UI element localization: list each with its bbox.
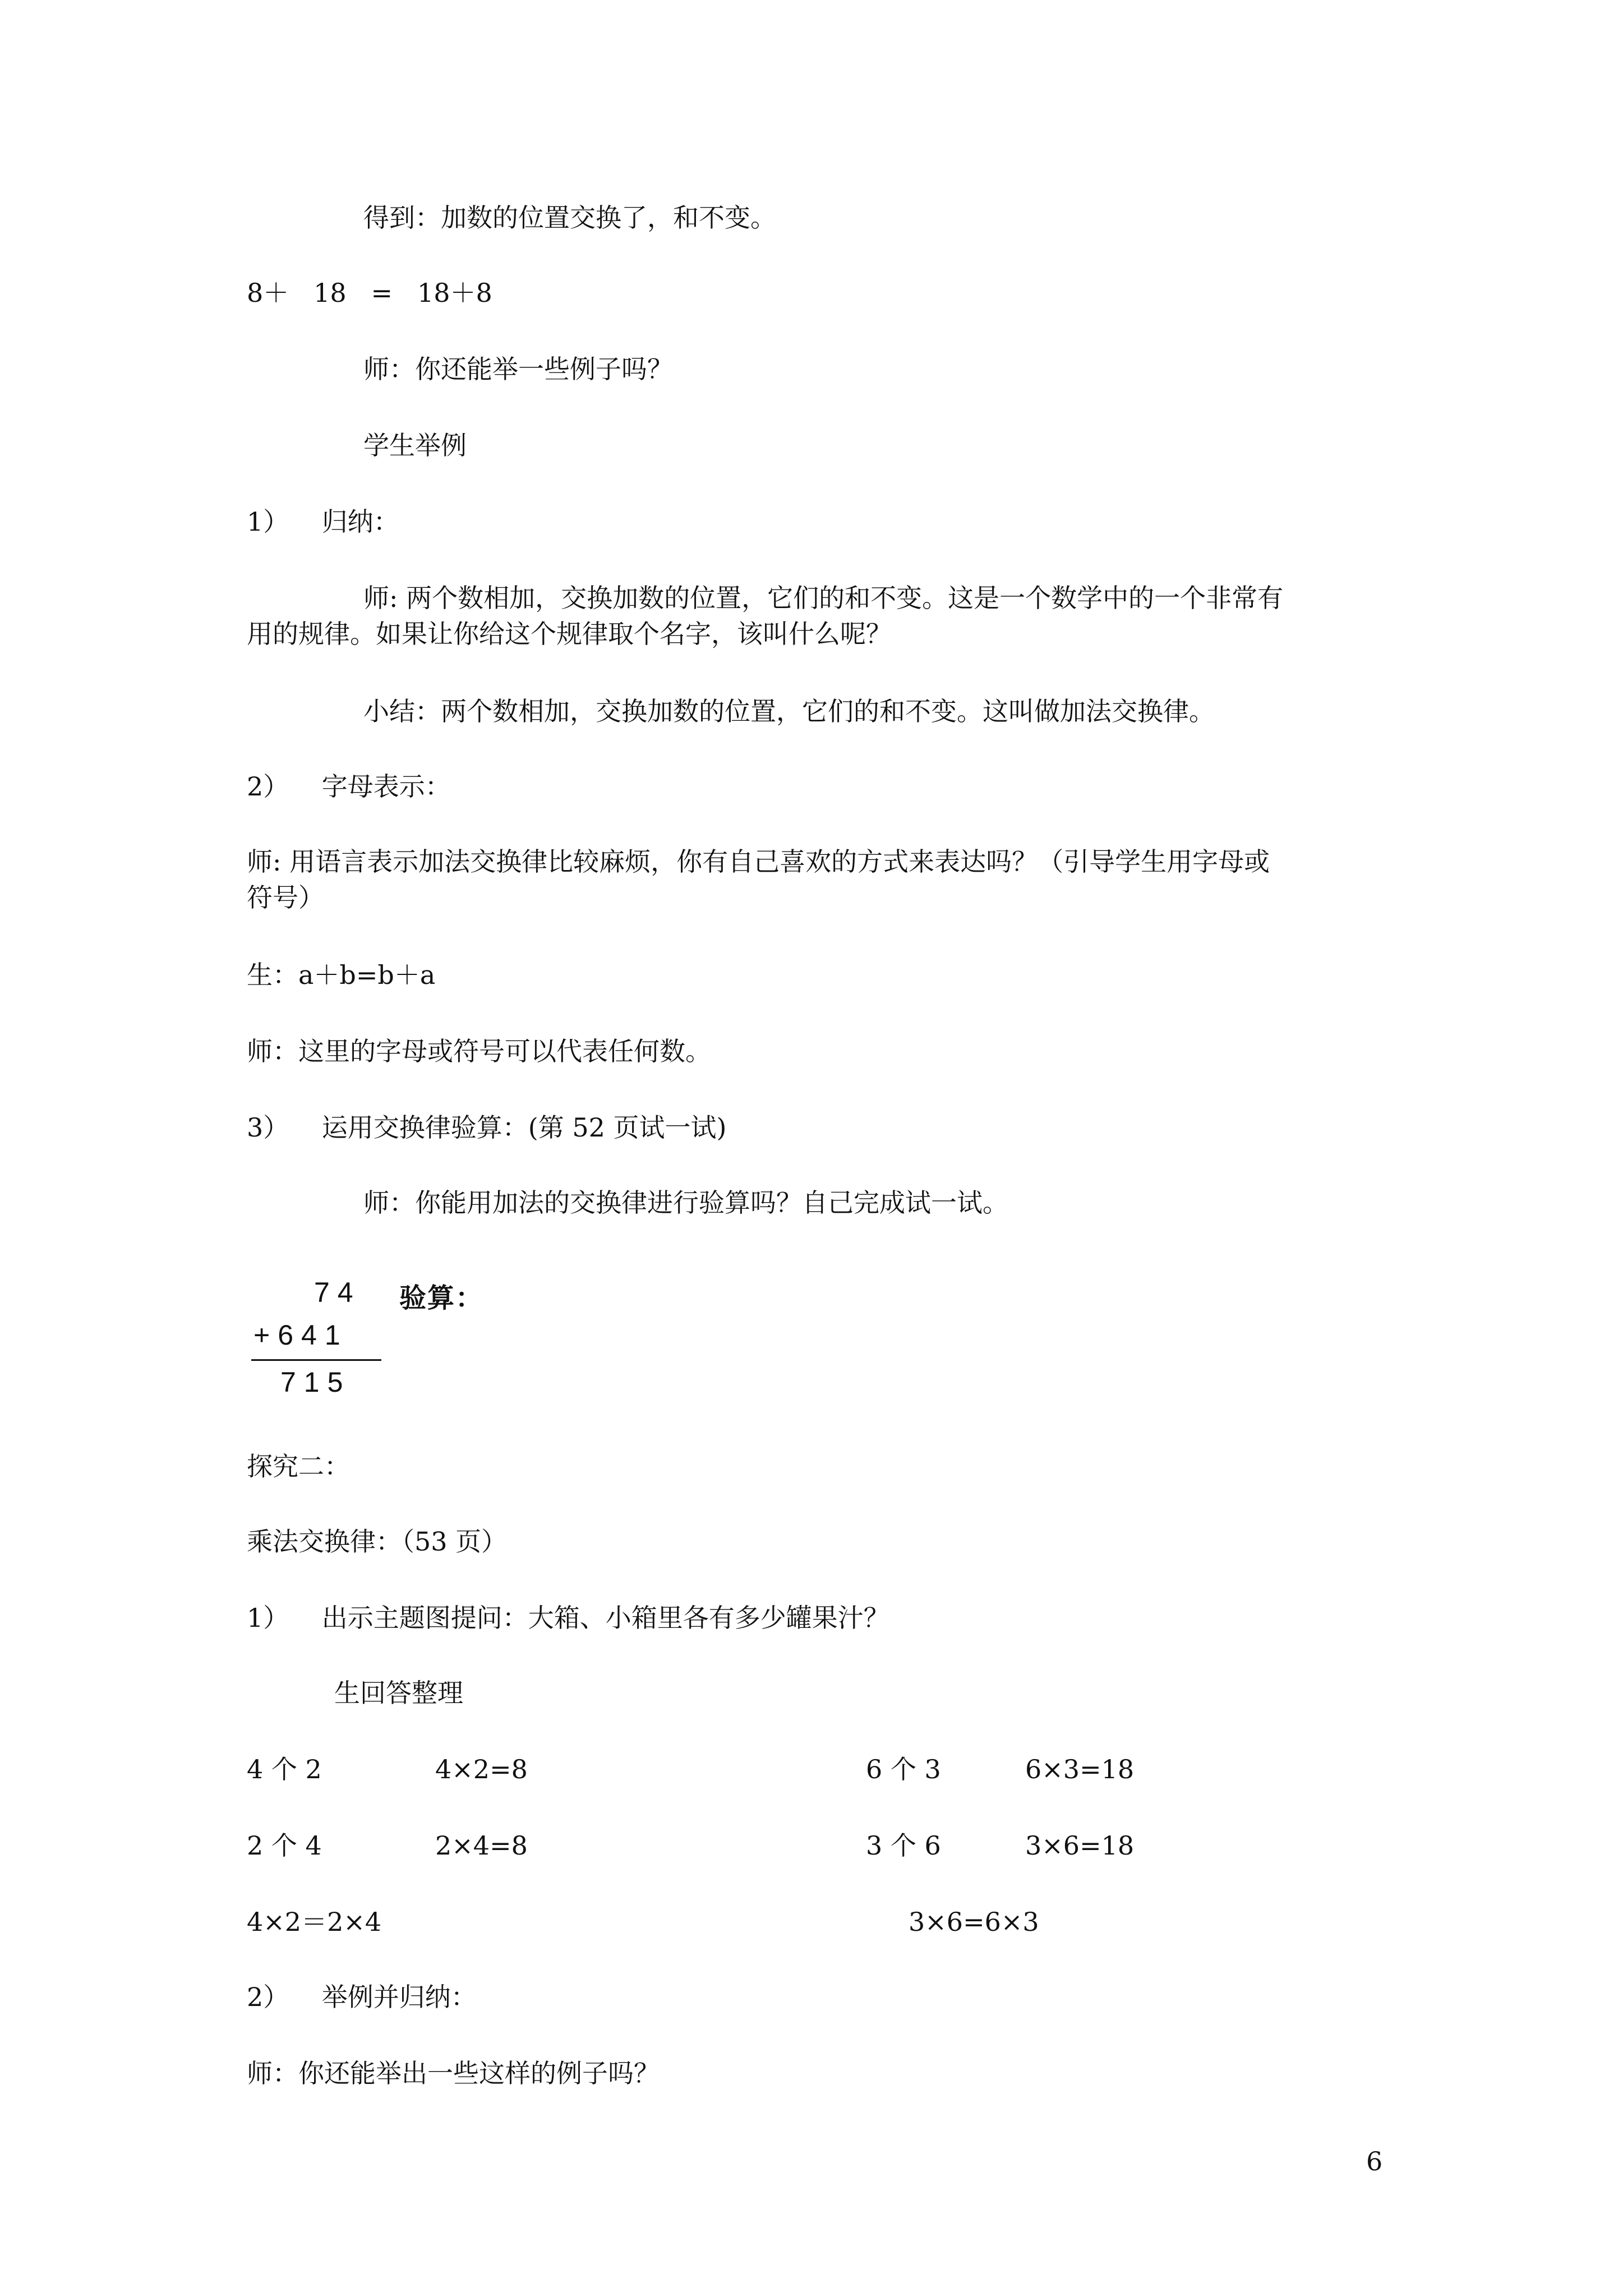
- table-cell: 3×6=6×3: [909, 1907, 1039, 1937]
- heading-letter-notation: 2） 字母表示：: [247, 771, 451, 802]
- vertical-addition: [247, 1276, 538, 1411]
- table-cell: 4 个 2: [247, 1754, 322, 1784]
- paragraph-line: 师: 用语言表示加法交换律比较麻烦，你有自己喜欢的方式来表达吗？（引导学生用字母或: [247, 846, 1270, 877]
- heading-summarize: 1） 归纳：: [247, 507, 399, 537]
- text-line-student-examples: 学生举例: [363, 430, 467, 461]
- table-cell: 3×6=18: [1025, 1830, 1135, 1861]
- equation-line: 8＋ 18 = 18＋8: [247, 278, 492, 308]
- heading-examples-summary: 2） 举例并归纳：: [247, 1982, 477, 2012]
- text-line-teacher-question: 师：你还能举一些例子吗？: [363, 354, 673, 384]
- text-line-student-answer: 生回答整理: [334, 1678, 463, 1708]
- sum-result: 715: [280, 1366, 351, 1398]
- paragraph-line: 符号）: [247, 882, 324, 913]
- heading-use-commutative: 3） 运用交换律验算：(第 52 页试一试): [247, 1112, 727, 1143]
- sum-line: [251, 1359, 381, 1361]
- heading-multiplication-commutative: 乘法交换律：（53 页）: [247, 1526, 508, 1557]
- table-cell: 4×2=8: [435, 1754, 528, 1784]
- paragraph-teacher-notation: [247, 844, 1391, 915]
- heading-exploration-two: 探究二：: [247, 1451, 350, 1481]
- table-cell: 4×2＝2×4: [247, 1907, 382, 1937]
- paragraph-line: 用的规律。如果让你给这个规律取个名字，该叫什么呢？: [247, 619, 892, 649]
- verify-label: 验算：: [399, 1282, 484, 1314]
- table-cell: 3 个 6: [866, 1830, 941, 1861]
- text-line-teacher-verify: 师：你能用加法的交换律进行验算吗？自己完成试一试。: [363, 1188, 1008, 1218]
- text-line-teacher-explain: 师：这里的字母或符号可以代表任何数。: [247, 1036, 711, 1066]
- paragraph-teacher-rule: [247, 580, 1391, 652]
- table-cell: 2 个 4: [247, 1830, 322, 1861]
- text-line-teacher-more-examples: 师：你还能举出一些这样的例子吗？: [247, 2058, 660, 2088]
- text-line-student-formula: 生：a＋b=b＋a: [247, 960, 436, 990]
- text-line-conclusion: 小结：两个数相加，交换加数的位置，它们的和不变。这叫做加法交换律。: [363, 696, 1215, 726]
- addend-1: 74: [314, 1277, 361, 1308]
- table-cell: 6×3=18: [1025, 1754, 1135, 1784]
- table-cell: 2×4=8: [435, 1830, 528, 1861]
- table-cell: 6 个 3: [866, 1754, 941, 1784]
- page-number: 6: [1366, 2146, 1383, 2177]
- addend-2: +641: [253, 1319, 348, 1351]
- text-line-result: 得到：加数的位置交换了，和不变。: [363, 203, 776, 233]
- text-line-show-picture: 1） 出示主题图提问：大箱、小箱里各有多少罐果汁？: [247, 1603, 889, 1633]
- paragraph-line: 师: 两个数相加，交换加数的位置，它们的和不变。这是一个数学中的一个非常有: [363, 583, 1284, 613]
